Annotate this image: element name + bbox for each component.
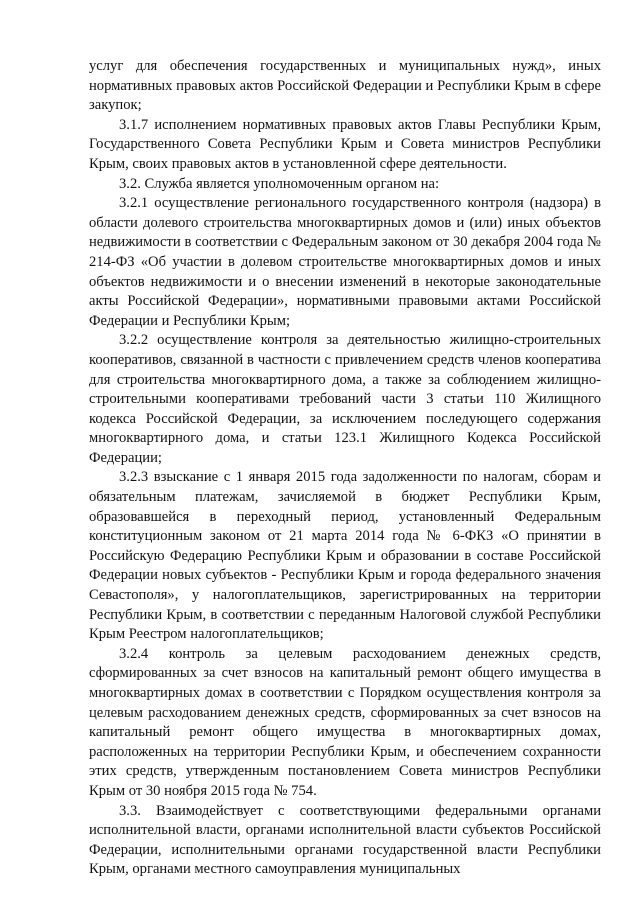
paragraph-3-2-3: 3.2.3 взыскание с 1 января 2015 года задолженности по налогам, сборам и обязательным платежам, зачисляемой в бюджет Республики Крым, образовавшейся в переходный период, установленный Федеральным конституционным законом от 21 марта 2014 года № 6-ФКЗ «О принятии в Российскую Федерацию Республики Крым и образовании в составе Российской Федерации новых субъектов - Республики Крым и города федерального значения Севастополя», у налогоплательщиков, зарегистрированных на территории Республики Крым, в соответствии с переданным Налоговой службой Республики Крым Реестром налогоплательщиков; xyxy=(89,469,601,643)
document-body xyxy=(89,57,601,880)
paragraph-continuation: услуг для обеспечения государственных и муниципальных нужд», иных нормативных правовых актов Российской Федерации и Республики Крым в сфере закупок; xyxy=(89,58,601,114)
paragraph-3-1-7: 3.1.7 исполнением нормативных правовых актов Главы Республики Крым, Государственного Совета Республики Крым и Совета министров Республики Крым, своих правовых актов в установленной сфере деятельности. xyxy=(89,116,601,172)
paragraph-3-3: 3.3. Взаимодействует с соответствующими федеральными органами исполнительной власти, органами исполнительной власти субъектов Российской Федерации, исполнительными органами государственной власти Республики Крым, органами местного самоуправления муниципальных xyxy=(89,802,601,878)
paragraph-3-2: 3.2. Служба является уполномоченным органом на: xyxy=(119,175,440,192)
paragraph-3-2-1: 3.2.1 осуществление регионального государственного контроля (надзора) в области долевого строительства многоквартирных домов и (или) иных объектов недвижимости в соответствии с Федеральным законом от 30 декабря 2004 года № 214-ФЗ «Об участии в долевом строительстве многоквартирных домов и иных объектов недвижимости и о внесении изменений в некоторые законодательные акты Российской Федерации», нормативными правовыми актами Российской Федерации и Республики Крым; xyxy=(89,195,601,329)
paragraph-3-2-2: 3.2.2 осуществление контроля за деятельностью жилищно-строительных кооперативов, связанной в частности с привлечением средств членов кооператива для строительства многоквартирного дома, а также за соблюдением жилищно-строительными кооперативами требований части 3 статьи 110 Жилищного кодекса Российской Федерации, за исключением последующего содержания многоквартирного дома, и статьи 123.1 Жилищного Кодекса Российской Федерации; xyxy=(89,332,601,466)
paragraph-3-2-4: 3.2.4 контроль за целевым расходованием денежных средств, сформированных за счет взносов на капитальный ремонт общего имущества в многоквартирных домах в соответствии с Порядком осуществления контроля за целевым расходованием денежных средств, сформированных за счет взносов на капитальный ремонт общего имущества в многоквартирных домах, расположенных на территории Республики Крым, и обеспечением сохранности этих средств, утвержденным постановлением Совета министров Республики Крым от 30 ноября 2015 года № 754. xyxy=(89,645,601,799)
